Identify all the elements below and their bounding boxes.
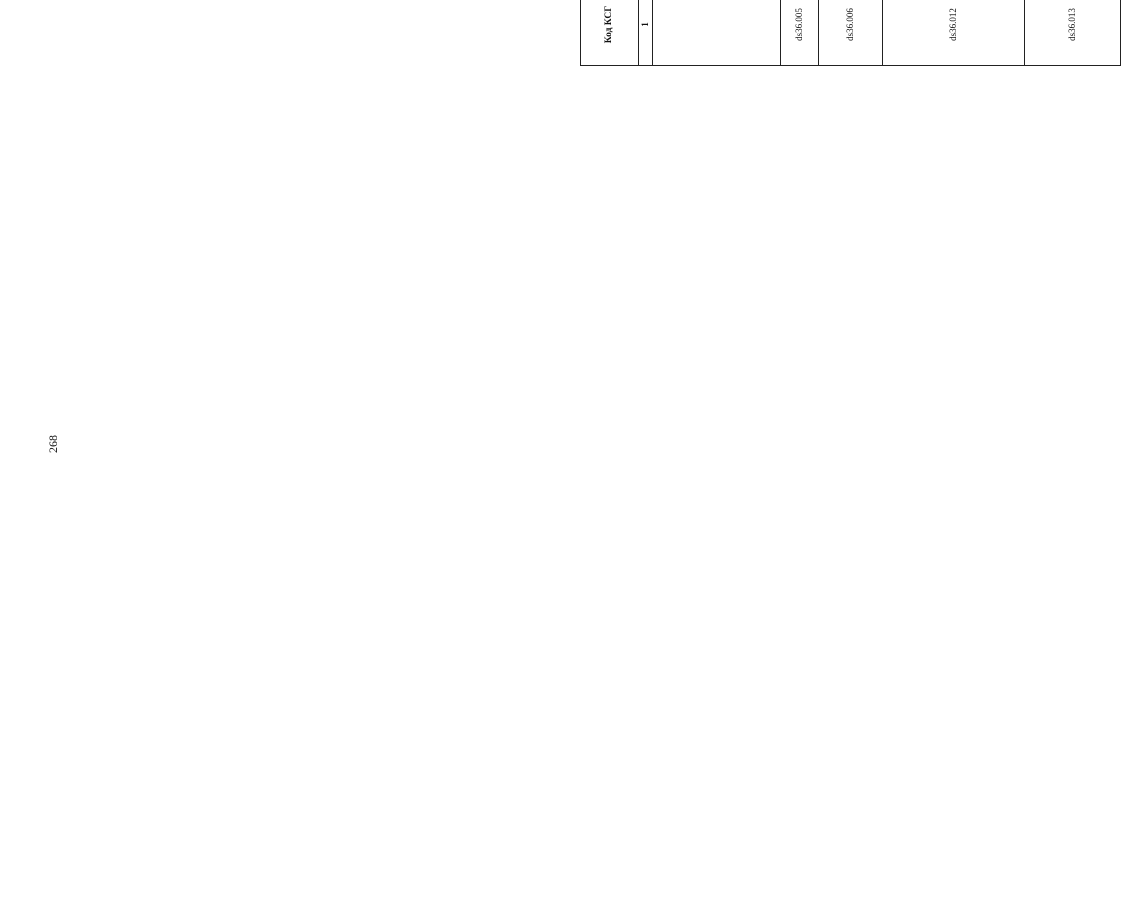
header-code: Код КСГ (581, 0, 639, 66)
rotated-table-container (580, 0, 1078, 66)
table-row (780, 0, 818, 66)
page-number: 268 (46, 435, 60, 453)
ksg-code: ds36.006 (818, 0, 882, 66)
ksg-code: ds36.013 (1024, 0, 1121, 66)
table-row (652, 0, 780, 66)
table-row (818, 0, 882, 66)
ksg-table (580, 0, 1121, 66)
column-number-row (639, 0, 653, 66)
ksg-code: ds36.005 (780, 0, 818, 66)
ksg-code (652, 0, 780, 66)
header-row (581, 0, 639, 66)
column-number: 1 (639, 0, 653, 66)
table-row (882, 0, 936, 66)
ksg-code: ds36.012 (882, 0, 1024, 66)
table-row (1024, 0, 1082, 66)
